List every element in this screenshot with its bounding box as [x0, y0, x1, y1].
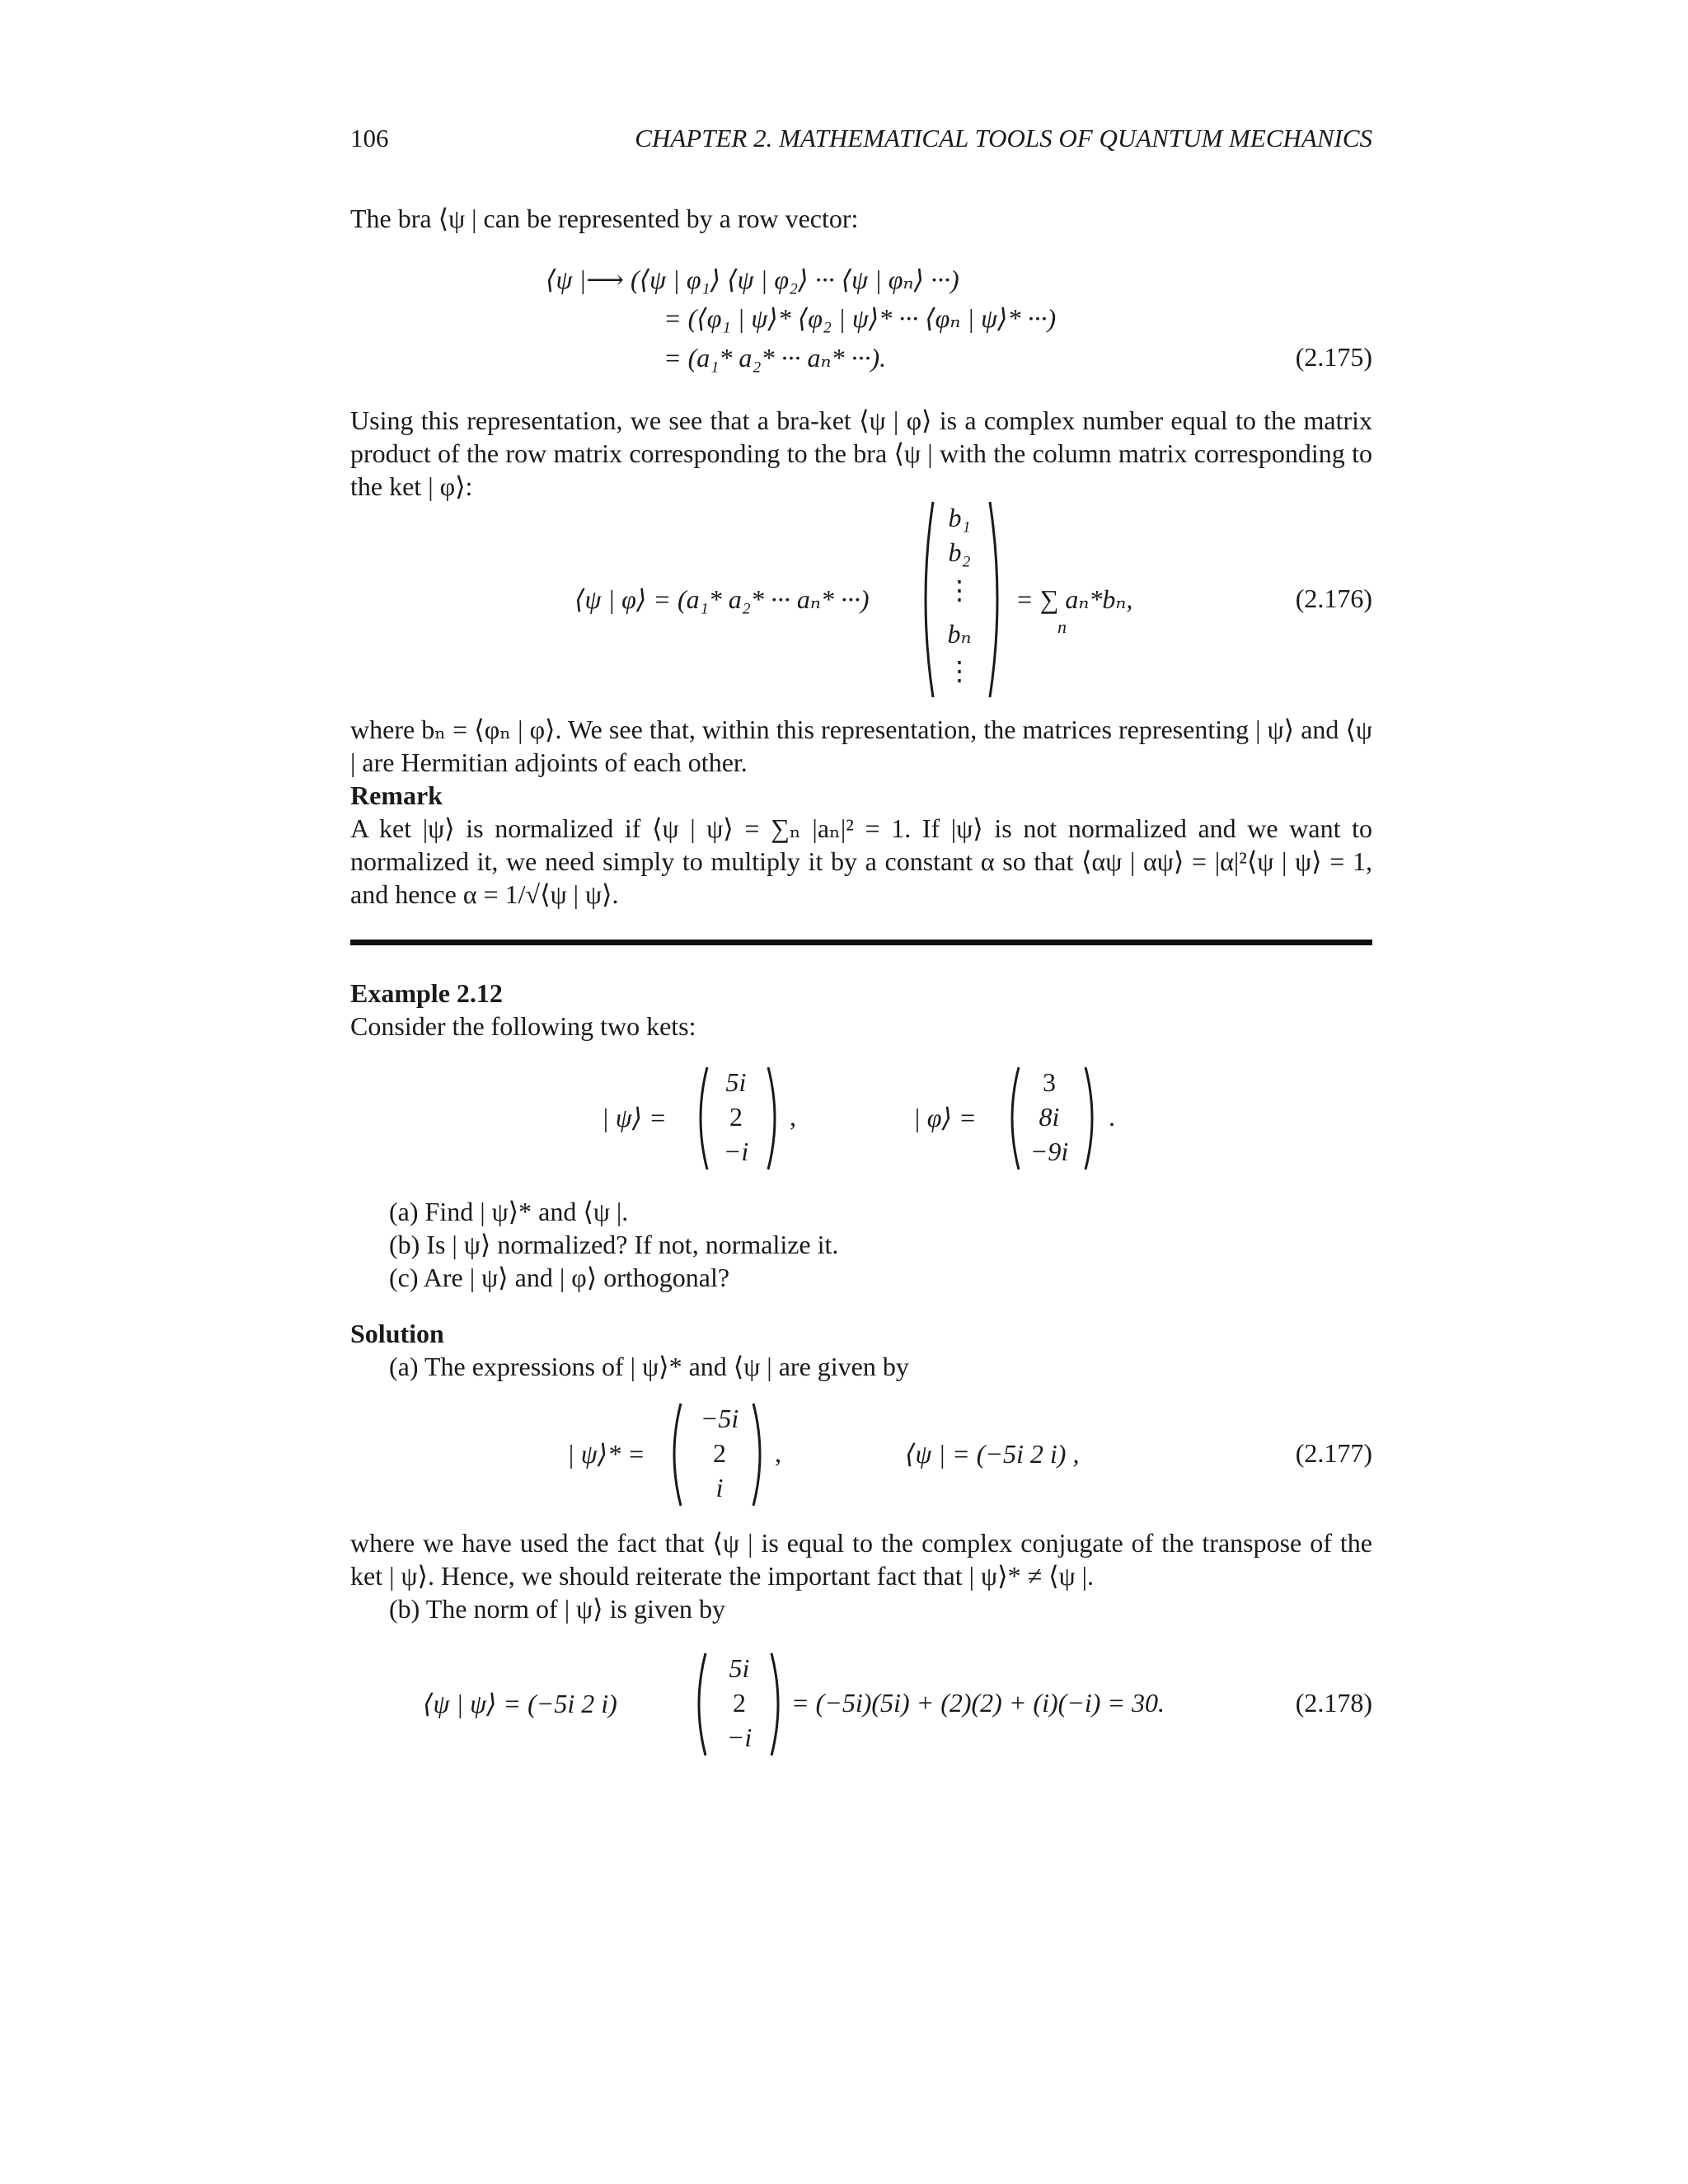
eq175-line2: = (⟨φ₁ | ψ⟩* ⟨φ₂ | ψ⟩* ··· ⟨φₙ | ψ⟩* ···) [663, 303, 1057, 333]
eq176-col-entry: ⋮ [946, 656, 973, 686]
example-intro: Consider the following two kets: [350, 1011, 696, 1041]
eq176-rhs: = ∑ aₙ*bₙ, [1015, 584, 1133, 614]
phi-entry: 8i [1039, 1102, 1060, 1132]
eq177-lhs: | ψ⟩* = [567, 1439, 645, 1469]
eq177-col-entry: −5i [700, 1404, 739, 1433]
remark-text: A ket |ψ⟩ is normalized if ⟨ψ | ψ⟩ = ∑ₙ |aₙ|² = 1. If |ψ⟩ is not normalized and we want to normalized it, we need simply to multiply it by a constant α so that ⟨αψ | αψ⟩ = |α|²⟨ψ | ψ⟩ = 1, and hence α = 1/√⟨ψ | ψ⟩. [350, 813, 1372, 909]
para-bra-ket: Using this representation, we see that a bra-ket ⟨ψ | φ⟩ is a complex number equal to the matrix product of the row matrix corresponding to the bra ⟨ψ | with the column matrix corresponding to the ket | φ⟩: [350, 405, 1372, 501]
question-a: (a) Find | ψ⟩* and ⟨ψ |. [389, 1197, 629, 1226]
phi-label: | φ⟩ = [913, 1103, 977, 1132]
eq177-comma: , [775, 1438, 781, 1468]
eq177-col-entry: 2 [713, 1438, 726, 1468]
eq176-col-entry: ⋮ [946, 575, 973, 605]
eq176-sum-index: n [1057, 616, 1067, 637]
eq175-line3: = (a₁* a₂* ··· aₙ* ···). [663, 343, 887, 373]
eq178-col-entry: 2 [733, 1688, 746, 1718]
eq178-right-paren [768, 1651, 786, 1758]
eq177-bra: ⟨ψ | = (−5i 2 i) , [905, 1439, 1080, 1469]
eq177-col-entry: i [715, 1473, 724, 1502]
phi-right-paren [1082, 1065, 1100, 1172]
psi-entry: 5i [725, 1067, 747, 1097]
eq178-col-entry: −i [726, 1722, 753, 1752]
eq178-rhs: = (−5i)(5i) + (2)(2) + (i)(−i) = 30. [791, 1688, 1165, 1718]
phi-period: . [1109, 1102, 1115, 1132]
eq176-right-paren [987, 499, 1006, 701]
eq177-number: (2.177) [1295, 1438, 1372, 1468]
running-title: CHAPTER 2. MATHEMATICAL TOOLS OF QUANTUM MECHANICS [635, 124, 1372, 152]
para-where: where bₙ = ⟨φₙ | φ⟩. We see that, within this representation, the matrices representing | ψ⟩ and ⟨ψ | are Hermitian adjoints of each other. [350, 715, 1372, 777]
psi-label: | ψ⟩ = [602, 1103, 667, 1132]
eq176-col-entry: b₂ [948, 537, 971, 567]
eq175-number: (2.175) [1295, 342, 1372, 372]
section-divider [350, 940, 1372, 945]
phi-entry: −9i [1029, 1137, 1069, 1166]
eq176-col-entry: bₙ [947, 619, 972, 649]
phi-entry: 3 [1043, 1067, 1056, 1097]
eq178-number: (2.178) [1295, 1688, 1372, 1718]
eq176-lhs: ⟨ψ | φ⟩ = (a₁* a₂* ··· aₙ* ···) [574, 584, 870, 614]
eq175-line1: ⟨ψ |⟶ (⟨ψ | φ₁⟩ ⟨ψ | φ₂⟩ ··· ⟨ψ | φₙ⟩ ···) [546, 265, 959, 294]
solution-a-intro: (a) The expressions of | ψ⟩* and ⟨ψ | are given by [389, 1352, 909, 1381]
question-b: (b) Is | ψ⟩ normalized? If not, normalize it. [389, 1230, 839, 1259]
psi-comma: , [790, 1102, 796, 1132]
eq178-col-entry: 5i [729, 1653, 750, 1683]
para-conjugate: where we have used the fact that ⟨ψ | is equal to the complex conjugate of the transpose of the ket | ψ⟩. Hence, we should reiterate the important fact that | ψ⟩* ≠ ⟨ψ |. [350, 1528, 1372, 1591]
page-number: 106 [350, 124, 389, 152]
psi-right-paren [765, 1065, 783, 1172]
intro-text: The bra ⟨ψ | can be represented by a row vector: [350, 204, 859, 233]
example-title: Example 2.12 [350, 978, 503, 1008]
eq176-number: (2.176) [1295, 583, 1372, 613]
solution-title: Solution [350, 1319, 444, 1348]
question-c: (c) Are | ψ⟩ and | φ⟩ orthogonal? [389, 1263, 730, 1292]
remark-title: Remark [350, 780, 443, 810]
psi-entry: −i [723, 1137, 749, 1166]
eq177-right-paren [750, 1401, 768, 1508]
eq178-lhs: ⟨ψ | ψ⟩ = (−5i 2 i) [423, 1689, 617, 1718]
psi-entry: 2 [729, 1102, 743, 1132]
solution-b-intro: (b) The norm of | ψ⟩ is given by [389, 1594, 726, 1624]
eq176-col-entry: b₁ [948, 503, 971, 532]
